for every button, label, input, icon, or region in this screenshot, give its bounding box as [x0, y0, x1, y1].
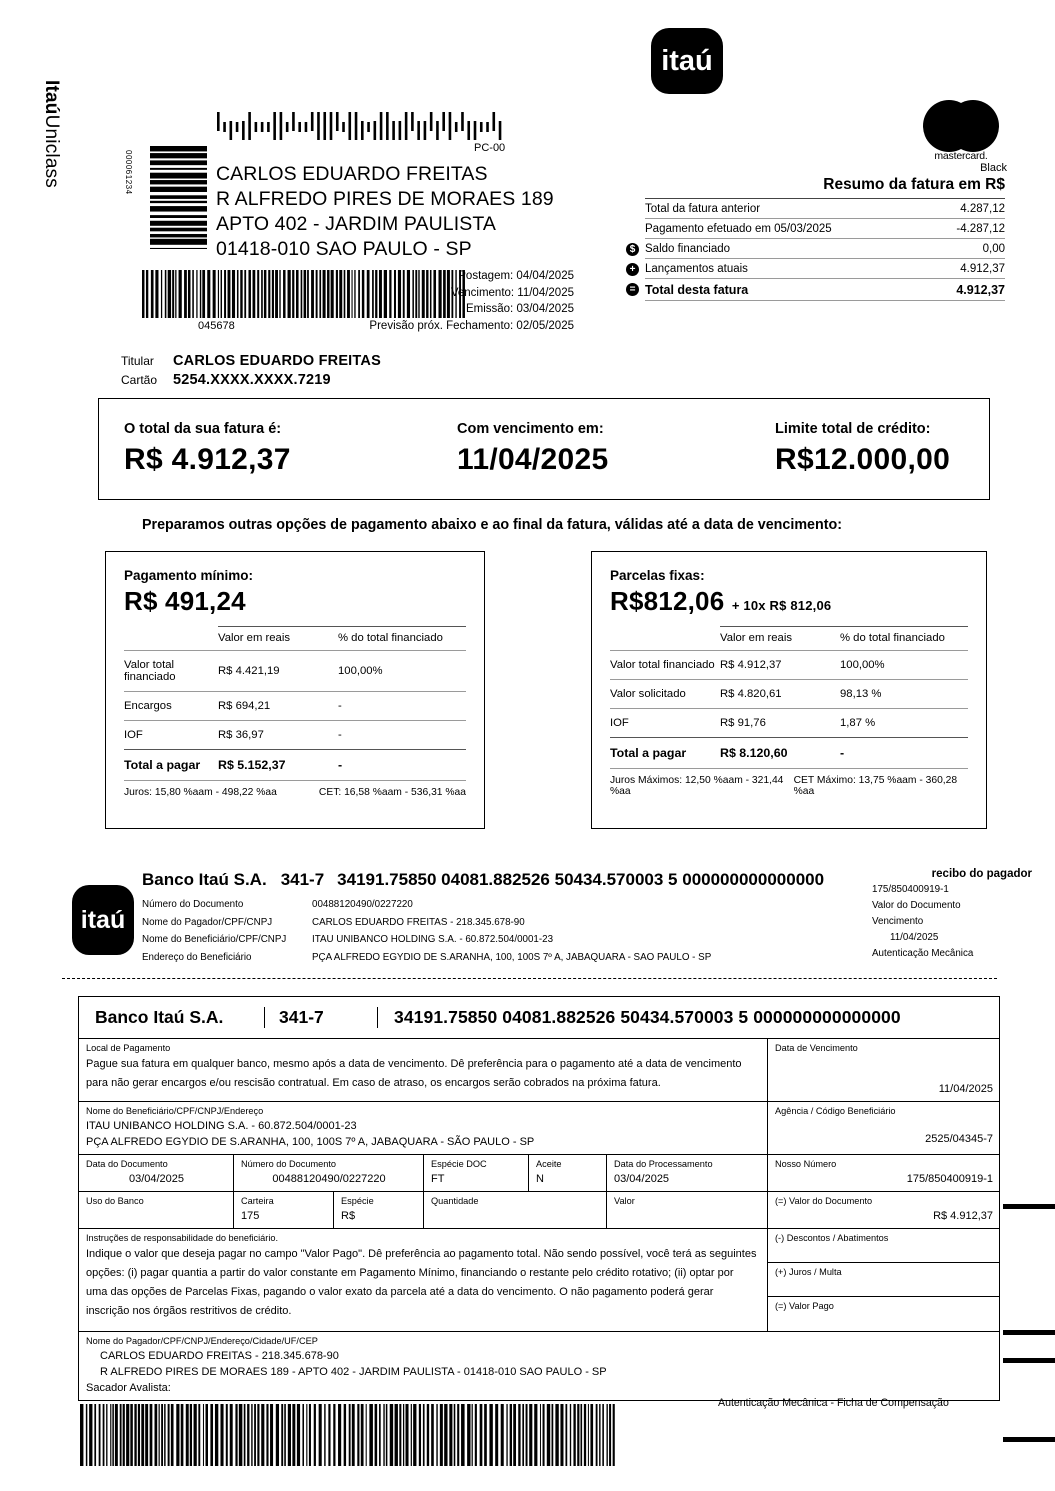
valor-label: Valor [614, 1196, 635, 1206]
receipt-key-0: Número do Documento [142, 899, 244, 910]
instrucoes-line-2: opções: (i) pagar quantia a partir do valor constante em Pagamento Mínimo, financiando o restante pelo crédito rotativo; (ii) optar por [86, 1267, 734, 1279]
option-min-total-label: Total a pagar [124, 750, 218, 781]
registration-mark [1003, 1437, 1055, 1442]
option-min-header-2: % do total financiado [338, 627, 466, 651]
option-min-caption: Pagamento mínimo: [124, 568, 254, 583]
boleto-row-documento [79, 1155, 999, 1192]
option-fixed-total-value: R$ 8.120,60 [720, 738, 840, 769]
total-cell-duedate [457, 421, 609, 477]
receipt-value-0: 00488120490/0227220 [312, 899, 413, 910]
option-fixed-amount-extra: + 10x R$ 812,06 [731, 598, 832, 613]
summary-title: Resumo da fatura em R$ [823, 176, 1005, 193]
boleto-row-uso-banco [79, 1192, 999, 1229]
data-processamento-cell [606, 1155, 767, 1191]
table-row [610, 709, 968, 738]
date-vencimento: Vencimento: 11/04/2025 [450, 286, 574, 299]
total-caption: O total da sua fatura é: [124, 421, 282, 437]
itau-logo-receipt-icon: itaú [72, 885, 134, 955]
summary-value-3: 4.912,37 [931, 259, 1005, 279]
summary-label-3: Lançamentos atuais [645, 263, 748, 275]
limit-caption: Limite total de crédito: [775, 421, 931, 437]
table-row [610, 680, 968, 709]
receipt-value-1: CARLOS EDUARDO FREITAS - 218.345.678-90 [312, 916, 525, 928]
holder-block [121, 352, 381, 390]
receipt-title-label: recibo do pagador [931, 868, 1032, 880]
table-row [645, 239, 1005, 259]
boleto-bank-name: Banco Itaú S.A. [95, 1007, 224, 1027]
option-fixed-footer [610, 768, 968, 797]
boleto-barcode [80, 1404, 615, 1466]
summary-label-0: Total da fatura anterior [645, 199, 931, 219]
table-row [610, 651, 968, 680]
option-min-footer [124, 780, 466, 798]
table-row [645, 219, 1005, 239]
receipt-fields [142, 896, 711, 966]
cartao-label: Cartão [121, 373, 158, 387]
option-min-cet: CET: 16,58 %aam - 536,31 %aa [318, 787, 466, 798]
option-min-total-pct: - [338, 750, 466, 781]
beneficiario-label: Nome do Beneficiário/CPF/CNPJ/Endereço [86, 1106, 264, 1116]
titular-label: Titular [121, 354, 154, 368]
boleto-row-instrucoes [79, 1229, 999, 1332]
summary-bottom-rule [645, 301, 1005, 302]
beneficiario-line-2: PÇA ALFREDO EGYDIO DE S.ARANHA, 100, 100S 7º A, JABAQUARA - SÃO PAULO - SP [86, 1136, 535, 1148]
numero-documento-label: Número do Documento [241, 1159, 336, 1169]
local-pagamento-text-2: para não gerar encargos e/ou rescisão contratual. Em caso de atraso, os encargos serão cobrados na próxima fatura. [86, 1077, 661, 1089]
option-min-row0-label: Valor total financiado [124, 651, 218, 692]
carteira-cell [233, 1192, 333, 1228]
receipt-bank-code: 341-7 [280, 870, 325, 889]
option-fixed-amount-row [610, 586, 968, 617]
boleto-form [78, 996, 1000, 1401]
numero-documento-cell [233, 1155, 423, 1191]
duedate-value: 11/04/2025 [457, 443, 609, 476]
table-row [645, 259, 1005, 279]
summary-table [629, 198, 1005, 301]
beneficiario-line-1: ITAU UNIBANCO HOLDING S.A. - 60.872.504/0001-23 [86, 1120, 357, 1132]
option-fixed-cet: CET Máximo: 13,75 %aam - 360,28 %aa [793, 775, 958, 797]
option-fixed-juros: Juros Máximos: 12,50 %aam - 321,44 %aa [610, 775, 784, 797]
postal-barcode [216, 112, 506, 140]
instrucoes-line-4: inscrição nos órgãos restritivos de crédito. [86, 1305, 292, 1317]
receipt-key-2: Nome do Beneficiário/CPF/CNPJ [142, 934, 287, 945]
date-postagem: Postagem: 04/04/2025 [458, 270, 574, 282]
pc-code: PC-00 [474, 142, 506, 154]
receipt-bank-name: Banco Itaú S.A. [142, 870, 267, 889]
option-fixed-caption: Parcelas fixas: [610, 568, 705, 583]
summary-label-4: Total desta fatura [645, 283, 749, 297]
option-min-row2-label: IOF [124, 721, 218, 750]
quantidade-cell [423, 1192, 606, 1228]
option-min-header-1: Valor em reais [218, 627, 338, 651]
address-line-3: APTO 402 - JARDIM PAULISTA [216, 213, 497, 235]
local-pagamento-text-1: Pague sua fatura em qualquer banco, mesmo após a data de vencimento. Dê preferência para o pagamento até a data de vencimento [86, 1058, 742, 1070]
boleto-row-local-pagamento [79, 1039, 999, 1102]
receipt-vencimento-label: Vencimento [872, 916, 924, 927]
carteira-label: Carteira [241, 1196, 274, 1206]
option-min-amount: R$ 491,24 [124, 586, 246, 616]
option-fixed-row1-pct: 98,13 % [840, 680, 968, 709]
footer-autenticacao: Autenticação Mecânica - Ficha de Compensação [718, 1397, 949, 1409]
juros-label: (+) Juros / Multa [775, 1267, 842, 1277]
option-min-header-0 [124, 627, 218, 651]
equals-icon: = [626, 283, 639, 296]
aceite-value: N [536, 1173, 544, 1185]
data-processamento-label: Data do Processamento [614, 1159, 713, 1169]
code39-label: 045678 [198, 320, 235, 332]
nosso-numero-cell [767, 1155, 999, 1191]
brand-vertical-light: Uniclass [41, 114, 62, 188]
option-min-total-value: R$ 5.152,37 [218, 750, 338, 781]
option-fixed-header-2: % do total financiado [840, 627, 968, 651]
invoice-summary [629, 176, 1005, 301]
nosso-numero-label: Nosso Número [775, 1159, 837, 1169]
brand-vertical-bold: Itaú [41, 80, 62, 115]
mastercard-wordmark: mastercard. [934, 150, 988, 162]
option-fixed-row2-label: IOF [610, 709, 720, 738]
vencimento-value: 11/04/2025 [938, 1083, 993, 1095]
sacador-label: Sacador Avalista: [86, 1382, 171, 1394]
option-min-row2-pct: - [338, 721, 466, 750]
summary-row-4 [629, 279, 931, 301]
receipt-digitable-line: 34191.75850 04081.882526 50434.570003 5 000000000000000 [337, 870, 825, 889]
option-fixed-amount: R$812,06 [610, 586, 725, 616]
instrucoes-line-3: uma das opções de Parcelas Fixas, pagando o valor exato da parcela até a data do vencimento. O não pagamento poderá gerar [86, 1286, 714, 1298]
registration-mark [1003, 1330, 1055, 1335]
juros-cell [768, 1263, 999, 1297]
boleto-row-beneficiario [79, 1102, 999, 1155]
titular-value: CARLOS EDUARDO FREITAS [173, 353, 381, 369]
date-proximo-fechamento: Previsão próx. Fechamento: 02/05/2025 [369, 319, 574, 332]
option-fixed-total-pct: - [840, 738, 968, 769]
vencimento-label: Data de Vencimento [775, 1043, 858, 1053]
pagador-cell [79, 1332, 999, 1400]
agencia-value: 2525/04345-7 [925, 1133, 993, 1145]
especie-doc-value: FT [431, 1173, 445, 1185]
invoice-dates [300, 268, 574, 334]
table-header-row [610, 627, 968, 651]
agencia-label: Agência / Código Beneficiário [775, 1106, 896, 1116]
limit-value: R$12.000,00 [775, 443, 951, 476]
option-min-juros: Juros: 15,80 %aam - 498,22 %aa [124, 787, 277, 798]
summary-label-1: Pagamento efetuado em 05/03/2025 [645, 219, 931, 239]
quantidade-label: Quantidade [431, 1196, 479, 1206]
cartao-value: 5254.XXXX.XXXX.7219 [173, 372, 331, 388]
especie-label: Espécie [341, 1196, 374, 1206]
data-documento-cell [79, 1155, 233, 1191]
address-line-4: 01418-010 SAO PAULO - SP [216, 238, 472, 260]
aceite-label: Aceite [536, 1159, 562, 1169]
boleto-header [79, 997, 999, 1039]
boleto-digitable-line: 34191.75850 04081.882526 50434.570003 5 000000000000000 [377, 1007, 999, 1028]
summary-value-4: 4.912,37 [931, 279, 1005, 301]
summary-label-2: Saldo financiado [645, 243, 731, 255]
option-fixed-row2-pct: 1,87 % [840, 709, 968, 738]
vencimento-cell [767, 1039, 999, 1101]
payment-options-headline: Preparamos outras opções de pagamento abaixo e ao final da fatura, válidas até a data de vencimento: [142, 517, 842, 533]
receipt-key-1: Nome do Pagador/CPF/CNPJ [142, 916, 273, 928]
table-row [645, 199, 1005, 219]
total-value: R$ 4.912,37 [124, 443, 291, 476]
option-min-table [124, 626, 466, 780]
registration-mark [1003, 1204, 1055, 1209]
table-header-row [124, 627, 466, 651]
option-fixed-row2-value: R$ 91,76 [720, 709, 840, 738]
dollar-icon: $ [626, 243, 639, 256]
option-min-row1-label: Encargos [124, 692, 218, 721]
instrucoes-cell [79, 1229, 767, 1331]
customer-barcode [150, 146, 207, 249]
especie-doc-cell [423, 1155, 528, 1191]
pagador-line-2: R ALFREDO PIRES DE MORAES 189 - APTO 402 - JARDIM PAULISTA - 01418-010 SAO PAULO - SP [100, 1366, 607, 1378]
carteira-value: 175 [241, 1210, 260, 1222]
table-row [124, 721, 466, 750]
pagador-label: Nome do Pagador/CPF/CNPJ/Endereço/Cidade/UF/CEP [86, 1336, 318, 1346]
option-min-row1-value: R$ 694,21 [218, 692, 338, 721]
summary-row-3 [629, 259, 931, 279]
itau-logo-icon: itaú [651, 28, 723, 94]
option-fixed-row1-label: Valor solicitado [610, 680, 720, 709]
mastercard-tier: Black [980, 162, 1007, 174]
duedate-caption: Com vencimento em: [457, 421, 604, 437]
agencia-cell [767, 1102, 999, 1154]
beneficiario-cell [79, 1102, 767, 1154]
list-item [142, 914, 711, 932]
uso-banco-cell [79, 1192, 233, 1228]
pagador-line-1: CARLOS EDUARDO FREITAS - 218.345.678-90 [100, 1350, 339, 1362]
option-fixed-row0-label: Valor total financiado [610, 651, 720, 680]
list-item [142, 896, 711, 914]
numero-documento-value: 00488120490/0227220 [272, 1173, 386, 1185]
list-item [142, 931, 711, 949]
valor-pago-cell [768, 1297, 999, 1331]
payment-option-minimum [105, 551, 485, 829]
data-processamento-value: 03/04/2025 [614, 1173, 670, 1185]
especie-doc-label: Espécie DOC [431, 1159, 487, 1169]
summary-row-2 [629, 239, 931, 259]
receipt-value-2: ITAU UNIBANCO HOLDING S.A. - 60.872.504/0001-23 [312, 934, 554, 945]
address-line-2: R ALFREDO PIRES DE MORAES 189 [216, 188, 554, 210]
payment-option-fixed [591, 551, 987, 829]
receipt-nosso-numero: 175/850400919-1 [872, 884, 949, 895]
mastercard-icon [919, 100, 1003, 152]
especie-cell [333, 1192, 423, 1228]
uso-banco-label: Uso do Banco [86, 1196, 144, 1206]
boleto-amount-fields [767, 1229, 999, 1331]
table-row [124, 692, 466, 721]
customer-barcode-digits: 000061234 [124, 150, 133, 195]
summary-value-1: -4.287,12 [931, 219, 1005, 239]
option-min-row1-pct: - [338, 692, 466, 721]
especie-value: R$ [341, 1210, 356, 1222]
total-cell-limit [775, 421, 950, 477]
option-fixed-row1-value: R$ 4.820,61 [720, 680, 840, 709]
registration-mark [1003, 1358, 1055, 1363]
descontos-cell [768, 1229, 999, 1263]
valor-documento-value: R$ 4.912,37 [933, 1210, 993, 1222]
valor-documento-cell [767, 1192, 999, 1228]
table-row [645, 279, 1005, 301]
receipt-key-3: Endereço do Beneficiário [142, 951, 252, 963]
receipt-valor-label: Valor do Documento [872, 900, 961, 911]
table-row [124, 651, 466, 692]
option-min-row2-value: R$ 36,97 [218, 721, 338, 750]
data-documento-value: 03/04/2025 [128, 1173, 185, 1185]
list-item [142, 949, 711, 967]
date-emissao: Emissão: 03/04/2025 [465, 303, 574, 315]
valor-pago-label: (=) Valor Pago [775, 1301, 834, 1311]
option-fixed-row0-pct: 100,00% [840, 651, 968, 680]
receipt-autenticacao-label: Autenticação Mecânica [872, 948, 974, 959]
local-pagamento-label: Local de Pagamento [86, 1043, 171, 1053]
receipt-vencimento-value: 11/04/2025 [890, 932, 939, 943]
brand-vertical-label [40, 80, 62, 188]
option-fixed-table [610, 626, 968, 768]
address-line-1: CARLOS EDUARDO FREITAS [216, 163, 488, 185]
receipt-value-3: PÇA ALFREDO EGYDIO DE S.ARANHA, 100, 100S 7º A, JABAQUARA - SAO PAULO - SP [312, 951, 712, 963]
instrucoes-line-1: Indique o valor que deseja pagar no campo "Valor Pago". Dê preferência ao pagamento total. Não sendo possível, você terá as seguintes [86, 1248, 757, 1260]
data-documento-label: Data do Documento [86, 1159, 168, 1169]
local-pagamento-cell [79, 1039, 767, 1101]
option-fixed-header-0 [610, 627, 720, 651]
boleto-bank-code: 341-7 [264, 1007, 377, 1028]
boleto-row-pagador [79, 1332, 999, 1400]
valor-documento-label: (=) Valor do Documento [775, 1196, 873, 1206]
descontos-label: (-) Descontos / Abatimentos [775, 1233, 889, 1243]
receipt-title-row [142, 870, 824, 890]
option-fixed-header-1: Valor em reais [720, 627, 840, 651]
table-row-total [610, 738, 968, 769]
instrucoes-label: Instruções de responsabilidade do beneficiário. [86, 1233, 279, 1243]
mailing-address [216, 162, 554, 262]
nosso-numero-value: 175/850400919-1 [906, 1173, 993, 1185]
valor-cell [606, 1192, 767, 1228]
option-fixed-row0-value: R$ 4.912,37 [720, 651, 840, 680]
receipt-right-column [872, 866, 1032, 962]
table-row-total [124, 750, 466, 781]
cut-line-divider [62, 978, 997, 979]
total-cell-amount [124, 421, 291, 477]
option-min-row0-value: R$ 4.421,19 [218, 651, 338, 692]
invoice-total-box [98, 398, 990, 500]
option-min-row0-pct: 100,00% [338, 651, 466, 692]
plus-icon: + [626, 263, 639, 276]
aceite-cell [528, 1155, 606, 1191]
option-fixed-total-label: Total a pagar [610, 738, 720, 769]
summary-value-2: 0,00 [931, 239, 1005, 259]
summary-value-0: 4.287,12 [931, 199, 1005, 219]
